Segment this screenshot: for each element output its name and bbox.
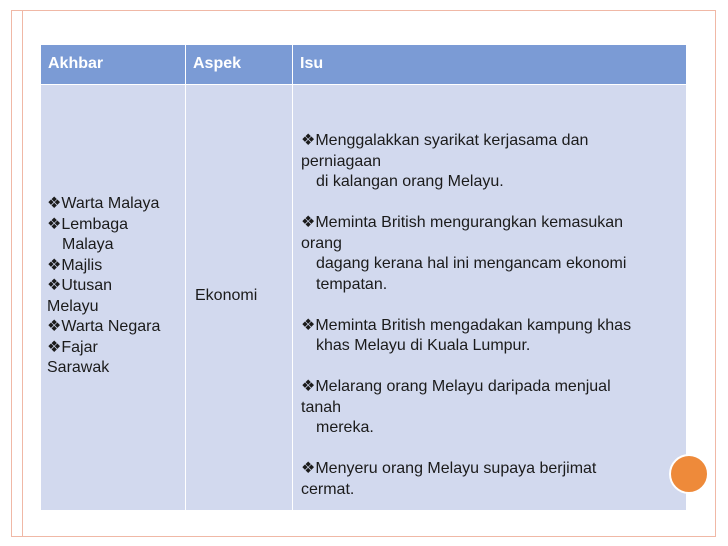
isu-line: dagang kerana hal ini mengancam ekonomi <box>316 255 627 272</box>
akhbar-line: Sarawak <box>47 359 110 376</box>
isu-spacer <box>301 295 686 316</box>
aspek-value: Ekonomi <box>195 287 258 304</box>
akhbar-cell <box>41 85 186 510</box>
akhbar-line: Melayu <box>47 297 99 315</box>
isu-line: khas Melayu di Kuala Lumpur. <box>316 337 531 354</box>
slide-frame-left-rule <box>22 10 23 537</box>
isu-spacer <box>301 357 686 378</box>
issue-table <box>41 45 686 510</box>
isu-spacer <box>301 439 686 460</box>
isu-line: ❖Melarang orang Melayu daripada menjual <box>301 378 611 395</box>
header-aspek: Aspek <box>186 45 293 85</box>
isu-line: ❖Menggalakkan syarikat kerjasama dan <box>301 132 589 149</box>
isu-cell <box>293 85 686 510</box>
isu-line: tempatan. <box>316 275 388 293</box>
header-isu: Isu <box>293 45 686 85</box>
isu-line: orang <box>301 234 342 252</box>
isu-line: tanah <box>301 398 342 416</box>
isu-line: mereka. <box>316 419 374 436</box>
isu-line: ❖Meminta British mengadakan kampung khas <box>301 316 632 334</box>
slide-number-circle <box>669 454 709 494</box>
akhbar-line: ❖Lembaga <box>47 215 129 233</box>
isu-line: perniagaan <box>301 152 382 170</box>
isu-line: di kalangan orang Melayu. <box>316 173 504 190</box>
akhbar-line: ❖Warta Malaya <box>47 195 160 212</box>
isu-line: ❖Meminta British mengurangkan kemasukan <box>301 214 624 231</box>
isu-line: cermat. <box>301 480 355 498</box>
akhbar-line: Malaya <box>62 236 114 253</box>
akhbar-line: ❖Warta Negara <box>47 318 161 335</box>
aspek-cell <box>186 85 293 510</box>
akhbar-line: ❖Utusan <box>47 277 113 294</box>
akhbar-line: ❖Fajar <box>47 338 98 356</box>
isu-line: ❖Menyeru orang Melayu supaya berjimat <box>301 460 597 477</box>
header-akhbar: Akhbar <box>41 45 186 85</box>
akhbar-line: ❖Majlis <box>47 256 103 274</box>
isu-spacer <box>301 193 686 214</box>
